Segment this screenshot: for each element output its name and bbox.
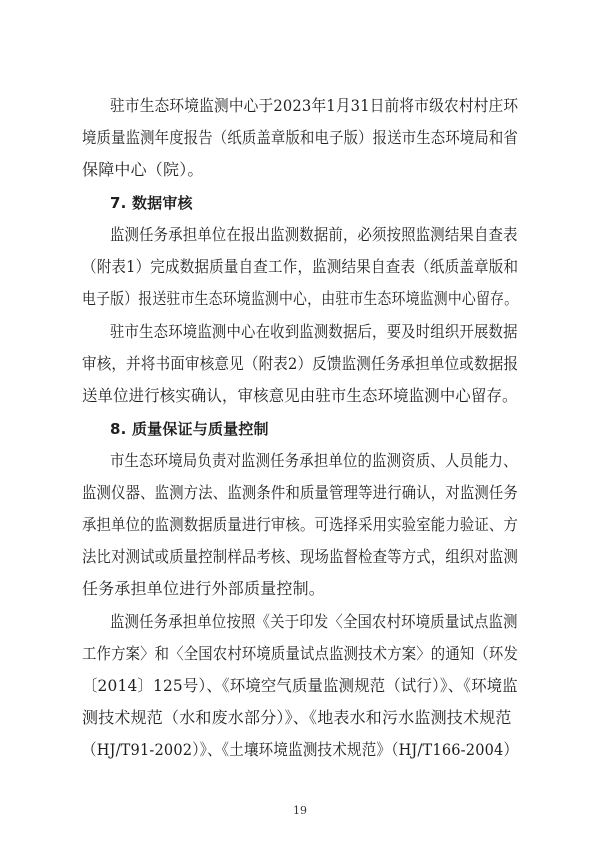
paragraph-line: 保障中心（院）。: [82, 160, 204, 179]
paragraph-line: 监测任务承担单位按照《关于印发〈全国农村环境质量试点监测: [110, 612, 518, 631]
paragraph-line: 承担单位的监测数据质量进行审核。可选择采用实验室能力验证、方: [82, 515, 519, 534]
paragraph-line: 市生态环境局负责对监测任务承担单位的监测资质、人员能力、: [110, 451, 518, 470]
paragraph-line: 送单位进行核实确认，审核意见由驻市生态环境监测中心留存。: [82, 386, 518, 405]
paragraph-line: 测技术规范（水和废水部分）》、《地表水和污水监测技术规范: [82, 708, 512, 727]
paragraph-line: 工作方案〉和〈全国农村环境质量试点监测技术方案〉的通知（环发: [82, 644, 519, 663]
paragraph-line: 驻市生态环境监测中心在收到监测数据后，要及时组织开展数据: [110, 322, 518, 341]
paragraph-line: 境质量监测年度报告（纸质盖章版和电子版）报送市生态环境局和省: [82, 128, 519, 147]
paragraph-line: 电子版）报送驻市生态环境监测中心，由驻市生态环境监测中心留存。: [82, 289, 519, 308]
paragraph-line: 任务承担单位进行外部质量控制。: [82, 579, 326, 598]
section-heading-data-review: 7. 数据审核: [110, 194, 193, 212]
paragraph-line: 监测仪器、监测方法、监测条件和质量管理等进行确认，对监测任务: [82, 483, 519, 502]
paragraph-line: 驻市生态环境监测中心于2023年1月31日前将市级农村村庄环: [110, 96, 519, 115]
paragraph-line: 〔2014〕125号）、《环境空气质量监测规范（试行）》、《环境监: [82, 676, 518, 695]
paragraph-line: 法比对测试或质量控制样品考核、现场监督检查等方式，组织对监测: [82, 547, 519, 566]
paragraph-line: （附表1）完成数据质量自查工作，监测结果自查表（纸质盖章版和: [82, 257, 519, 276]
paragraph-line: 监测任务承担单位在报出监测数据前，必须按照监测结果自查表: [110, 225, 518, 244]
page-number: 19: [293, 804, 307, 817]
paragraph-line: 审核，并将书面审核意见（附表2）反馈监测任务承担单位或数据报: [82, 354, 519, 373]
section-heading-quality-assurance: 8. 质量保证与质量控制: [110, 420, 269, 438]
paragraph-line: （HJ/T91-2002）》、《土壤环境监测技术规范》（HJ/T166-2004）: [82, 740, 519, 759]
